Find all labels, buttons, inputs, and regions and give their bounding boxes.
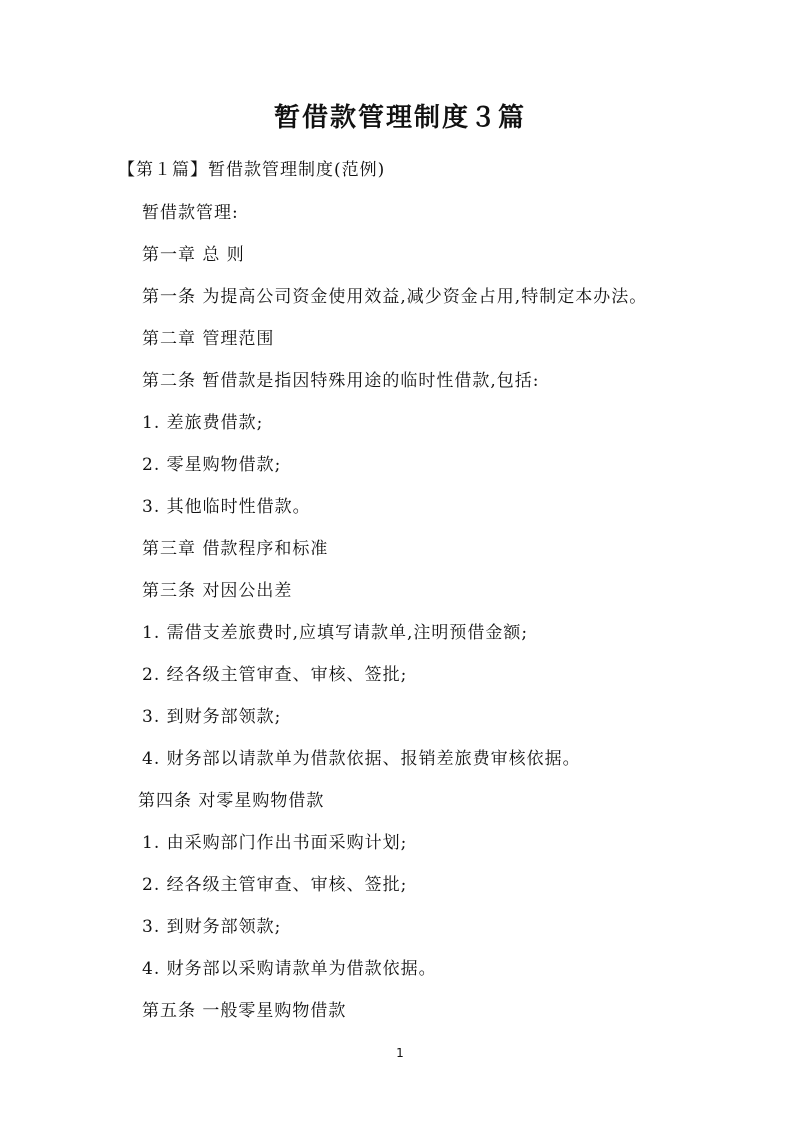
list-item: 4. 财务部以采购请款单为借款依据。 xyxy=(142,959,437,979)
paragraph-line: 第一条 为提高公司资金使用效益,减少资金占用,特制定本办法。 xyxy=(142,287,648,307)
list-item: 1. 由采购部门作出书面采购计划; xyxy=(142,833,408,853)
paragraph-line: 暂借款管理: xyxy=(142,203,239,223)
list-item: 2. 经各级主管审查、审核、签批; xyxy=(142,875,408,895)
chapter-heading: 第三章 借款程序和标准 xyxy=(142,539,329,559)
paragraph-line: 第五条 一般零星购物借款 xyxy=(142,1001,347,1021)
chapter-heading: 第一章 总 则 xyxy=(142,245,245,265)
list-item: 3. 其他临时性借款。 xyxy=(142,497,311,517)
page-number: 1 xyxy=(396,1046,404,1060)
document-title: 暂借款管理制度３篇 xyxy=(273,103,526,133)
list-item: 3. 到财务部领款; xyxy=(142,917,282,937)
list-item: 1. 差旅费借款; xyxy=(142,413,264,433)
paragraph-line: 第三条 对因公出差 xyxy=(142,581,293,601)
paragraph-line: 第二条 暂借款是指因特殊用途的临时性借款,包括: xyxy=(142,371,540,391)
section-heading: 【第１篇】暂借款管理制度(范例) xyxy=(118,160,386,180)
list-item: 2. 经各级主管审查、审核、签批; xyxy=(142,665,408,685)
list-item: 4. 财务部以请款单为借款依据、报销差旅费审核依据。 xyxy=(142,749,581,769)
paragraph-line: 第四条 对零星购物借款 xyxy=(138,791,325,811)
list-item: 2. 零星购物借款; xyxy=(142,455,282,475)
chapter-heading: 第二章 管理范围 xyxy=(142,329,275,349)
list-item: 3. 到财务部领款; xyxy=(142,707,282,727)
list-item: 1. 需借支差旅费时,应填写请款单,注明预借金额; xyxy=(142,623,529,643)
